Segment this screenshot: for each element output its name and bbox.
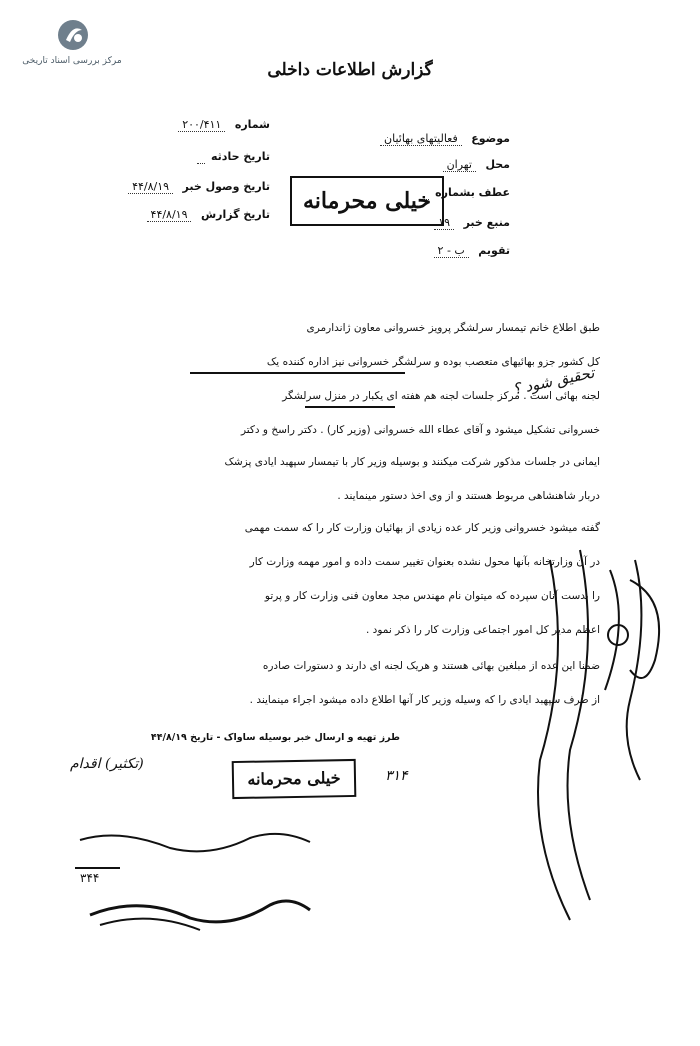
field-location-value: تهران: [443, 158, 476, 172]
body-line: در آن وزارتخانه بآنها محول نشده بعنوان تغییر سمت داده و امور مهمه وزارت کار: [249, 556, 600, 568]
margin-note: تحقیق شود ؟: [511, 363, 596, 399]
footer-note: (تکثیر) اقدام: [70, 756, 144, 772]
field-report-date-value: ۴۴/۸/۱۹: [147, 208, 192, 222]
field-number-value: ۲۰۰/۴۱۱: [178, 118, 225, 132]
body-line: طبق اطلاع خانم تیمسار سرلشگر پرویز خسروانی معاون ژاندارمری: [306, 322, 600, 334]
field-incident-date: [197, 150, 270, 163]
field-subject: [380, 132, 510, 145]
field-reference-label: عطف بشماره: [435, 186, 510, 199]
field-source-label: منبع خبر: [463, 216, 510, 229]
body-line: ایمانی در جلسات مذکور شرکت میکنند و بوسیله وزیر کار با تیمسار سپهبد ایادی پزشک: [224, 456, 600, 468]
body-line: خسروانی تشکیل میشود و آقای عطاء الله خسروانی (وزیر کار) . دکتر راسخ و دکتر: [240, 424, 600, 436]
field-number: [178, 118, 270, 131]
field-location: [443, 158, 510, 171]
field-location-label: محل: [485, 158, 510, 171]
field-report-date-label: تاریخ گزارش: [200, 208, 270, 221]
footer-source-line: طرز تهیه و ارسال خبر بوسیله ساواک - تاریخ ۴۴/۸/۱۹: [150, 732, 400, 743]
field-rating-value: ب - ۲: [434, 244, 469, 258]
body-line: دربار شاهنشاهی مربوط هستند و از وی اخذ دستور مینمایند .: [337, 490, 600, 502]
body-line: لجنه بهائی است . مرکز جلسات لجنه هم هفته ای یکبار در منزل سرلشگر: [282, 390, 600, 402]
field-subject-label: موضوع: [471, 132, 510, 145]
handwritten-signature-block: [60, 820, 340, 940]
body-line: را بدست آنان سپرده که میتوان نام مهندس مجد معاون فنی وزارت کار و پرتو: [264, 590, 600, 602]
body-line: ضمنا این عده از مبلغین بهائی هستند و هریک لجنه ای دارند و دستورات صادره: [262, 660, 600, 672]
field-report-date: [147, 208, 270, 221]
footer-number: ۳۱۴: [385, 768, 408, 784]
field-number-label: شماره: [234, 118, 270, 131]
archive-logo-text: مرکز بررسی اسناد تاریخی: [22, 56, 122, 66]
body-line: اعظم مدیر کل امور اجتماعی وزارت کار را ذکر نمود .: [365, 624, 600, 636]
field-source: [434, 216, 510, 229]
archive-logo-icon: [56, 18, 90, 52]
field-incident-date-value: [197, 150, 205, 164]
body-line: گفته میشود خسروانی وزیر کار عده زیادی از بهائیان وزارت کار را که سمت مهمی: [244, 522, 600, 534]
handwritten-underline: [190, 372, 405, 374]
body-line: از طرف سپهبد ایادی را که وسیله وزیر کار آنها اطلاع داده میشود اجراء مینمایند .: [249, 694, 600, 706]
field-subject-value: فعالیتهای بهائیان: [380, 132, 462, 146]
classification-stamp: خیلی محرمانه: [290, 176, 444, 226]
archive-logo: [22, 18, 122, 70]
body-line: کل کشور جزو بهائیهای متعصب بوده و سرلشگر خسروانی نیز اداره کننده یک: [266, 356, 600, 368]
field-received-date-label: تاریخ وصول خبر: [182, 180, 270, 193]
field-received-date: [128, 180, 270, 193]
field-incident-date-label: تاریخ حادثه: [211, 150, 270, 163]
field-source-value: ۱۹: [434, 216, 454, 230]
field-rating-label: تقویم: [478, 244, 510, 257]
classification-stamp-footer: خیلی محرمانه: [232, 759, 357, 799]
document-title: گزارش اطلاعات داخلی: [267, 60, 433, 80]
handwritten-margin-signature: [510, 540, 680, 940]
svg-text:۳۴۴: ۳۴۴: [80, 871, 100, 885]
handwritten-underline: [305, 406, 395, 408]
field-received-date-value: ۴۴/۸/۱۹: [128, 180, 173, 194]
field-rating: [434, 244, 510, 257]
